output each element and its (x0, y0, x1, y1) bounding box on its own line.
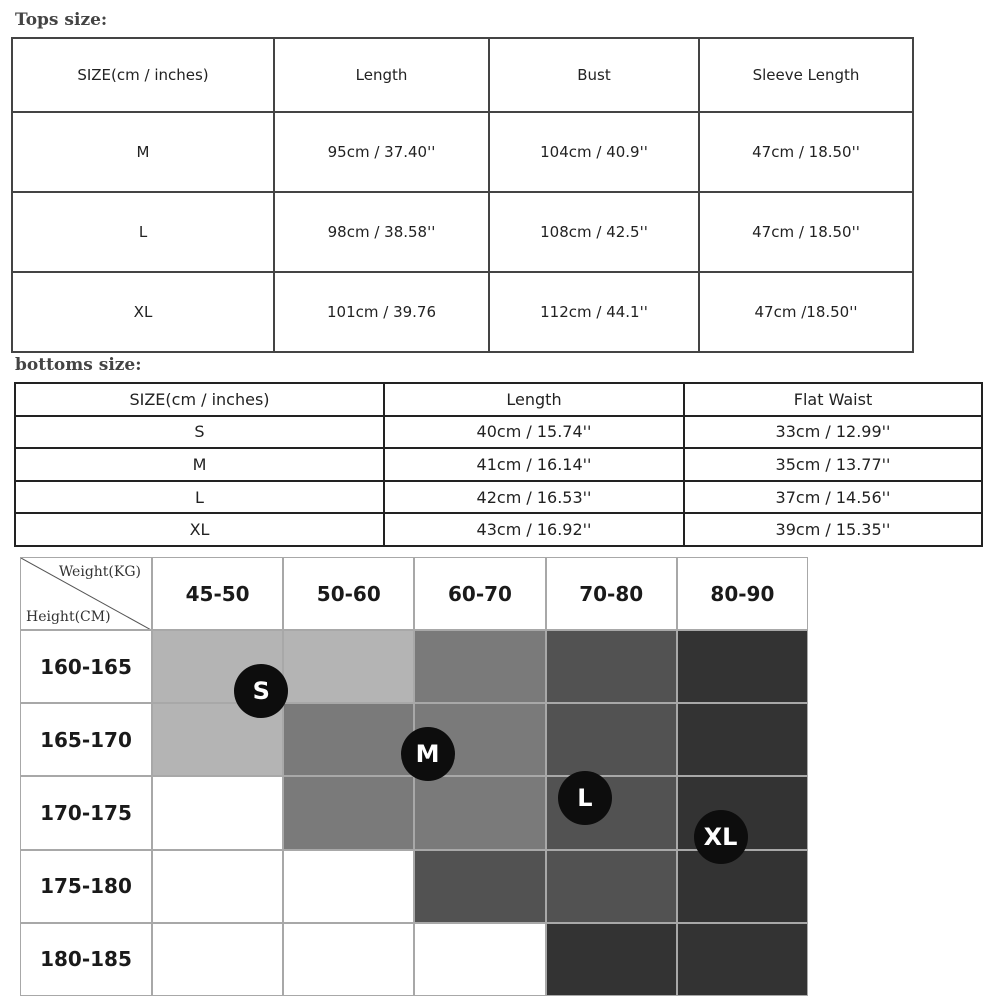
size-cell-empty (152, 776, 283, 849)
size-badge-m: M (401, 727, 455, 781)
table-header-row (12, 38, 913, 112)
cell-size: M (12, 112, 274, 192)
size-cell-empty (414, 923, 545, 996)
height-range-header: 165-170 (20, 703, 152, 776)
size-cell-m (414, 776, 545, 849)
size-cell-l (414, 850, 545, 923)
header-length: Length (384, 383, 684, 416)
weight-range-header: 80-90 (677, 557, 808, 630)
cell-size: S (15, 416, 384, 449)
cell-size: L (12, 192, 274, 272)
size-cell-xl (677, 703, 808, 776)
cell-size: L (15, 481, 384, 514)
header-bust: Bust (489, 38, 699, 112)
cell-length: 101cm / 39.76 (274, 272, 489, 352)
size-cell-m (283, 776, 414, 849)
cell-length: 40cm / 15.74'' (384, 416, 684, 449)
table-row (12, 272, 913, 352)
size-cell-empty (152, 923, 283, 996)
height-range-header: 175-180 (20, 850, 152, 923)
table-header-row (15, 383, 982, 416)
cell-length: 43cm / 16.92'' (384, 513, 684, 546)
weight-range-header: 50-60 (283, 557, 414, 630)
table-row (15, 416, 982, 449)
bottoms-size-table (14, 382, 983, 547)
size-badge-s: S (234, 664, 288, 718)
cell-sleeve-length: 47cm /18.50'' (699, 272, 913, 352)
cell-flat-waist: 33cm / 12.99'' (684, 416, 982, 449)
size-recommendation-chart (20, 557, 808, 996)
header-length: Length (274, 38, 489, 112)
bottoms-title: bottoms size: (15, 355, 142, 375)
weight-range-header: 60-70 (414, 557, 545, 630)
cell-sleeve-length: 47cm / 18.50'' (699, 192, 913, 272)
size-badge-xl: XL (694, 810, 748, 864)
size-cell-empty (152, 850, 283, 923)
cell-flat-waist: 37cm / 14.56'' (684, 481, 982, 514)
tops-title: Tops size: (15, 10, 108, 30)
cell-bust: 104cm / 40.9'' (489, 112, 699, 192)
cell-flat-waist: 39cm / 15.35'' (684, 513, 982, 546)
size-cell-xl (546, 923, 677, 996)
cell-bust: 108cm / 42.5'' (489, 192, 699, 272)
weight-range-header: 70-80 (546, 557, 677, 630)
cell-length: 41cm / 16.14'' (384, 448, 684, 481)
height-range-header: 170-175 (20, 776, 152, 849)
table-row (15, 481, 982, 514)
size-cell-empty (283, 923, 414, 996)
size-cell-xl (677, 923, 808, 996)
header-size: SIZE(cm / inches) (12, 38, 274, 112)
cell-length: 95cm / 37.40'' (274, 112, 489, 192)
weight-axis-label: Weight(KG) (58, 564, 141, 580)
header-flat-waist: Flat Waist (684, 383, 982, 416)
table-row (12, 192, 913, 272)
size-cell-xl (677, 630, 808, 703)
height-axis-label: Height(CM) (26, 609, 111, 625)
cell-length: 42cm / 16.53'' (384, 481, 684, 514)
cell-length: 98cm / 38.58'' (274, 192, 489, 272)
cell-sleeve-length: 47cm / 18.50'' (699, 112, 913, 192)
size-badge-l: L (558, 771, 612, 825)
size-cell-s (283, 630, 414, 703)
chart-corner-header (20, 557, 152, 630)
size-cell-xl (677, 850, 808, 923)
header-size: SIZE(cm / inches) (15, 383, 384, 416)
size-cell-l (546, 630, 677, 703)
cell-size: XL (12, 272, 274, 352)
cell-size: M (15, 448, 384, 481)
table-row (12, 112, 913, 192)
cell-bust: 112cm / 44.1'' (489, 272, 699, 352)
size-cell-m (414, 630, 545, 703)
header-sleeve-length: Sleeve Length (699, 38, 913, 112)
height-range-header: 160-165 (20, 630, 152, 703)
cell-size: XL (15, 513, 384, 546)
weight-range-header: 45-50 (152, 557, 283, 630)
size-cell-empty (283, 850, 414, 923)
size-cell-l (546, 850, 677, 923)
size-cell-l (546, 703, 677, 776)
tops-size-table (11, 37, 914, 353)
size-cell-m (283, 703, 414, 776)
height-range-header: 180-185 (20, 923, 152, 996)
table-row (15, 513, 982, 546)
cell-flat-waist: 35cm / 13.77'' (684, 448, 982, 481)
table-row (15, 448, 982, 481)
